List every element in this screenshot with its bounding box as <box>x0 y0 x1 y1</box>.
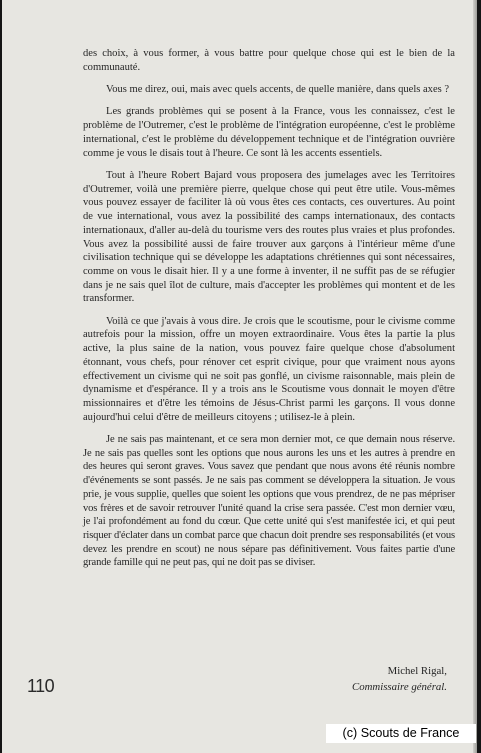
body-text <box>83 47 455 579</box>
document-page <box>2 0 477 753</box>
paragraph-3: Les grands problèmes qui se posent à la France, vous les connaissez, c'est le problème de l'Outremer, c'est le problème de l'intégration européenne, c'est le problème international, c'est le problème du développement technique et de l'intégration ouvrière comme je vous le disais tout à l'heure. Ce sont là les accents essentiels. <box>83 106 455 159</box>
paragraph-4: Tout à l'heure Robert Bajard vous proposera des jumelages avec les Territoires d'Outremer, voilà une première pierre, quelque chose qui peut être utile. Vous-mêmes vous pouvez essayer de faciliter là où vous êtes ces contacts, ces ouvertures. Au point de vue international, vous avez la possibilité des camps internationaux, des contacts internationaux, d'aller au-delà du tourisme vers des routes plus vraies et plus profondes. Vous avez la possibilité aussi de faire trouver aux garçons à l'intérieur même d'une civilisation technique qui se développe les adaptations chrétiennes qui sont nécessaires, comme on vous le disait hier. Il y a une forme à inventer, il ne suffit pas de se réfugier dans je ne sais quel îlot de culture, mais d'accepter les problèmes qui montent et de les transformer. <box>83 169 455 305</box>
page-number: 110 <box>27 676 55 696</box>
paragraph-6: Je ne sais pas maintenant, et ce sera mon dernier mot, ce que demain nous réserve. Je ne sais pas quelles sont les options que nous aurons les uns et les autres à prendre en des heures qui seront graves. Vous savez que pendant que nous avons été réunis nombre d'événements se sont passés. Je ne sais pas comment se développera la situation. Je vous prie, je vous supplie, quelles que soient les options que vous prendrez, de ne pas mépriser vos frères et de savoir retrouver l'unité quand la crise sera passée. C'est mon dernier vœu, je l'ai profondément au fond du cœur. Que cette unité qui s'est manifestée ici, et qui peut risquer d'éclater dans un combat parce que chacun doit prendre ses responsabilités (et vous devez les prendre en scout) ne nous sépare pas définitivement. Vous faites partie d'une grande famille qui ne peut pas, qui ne doit pas se diviser. <box>83 434 455 569</box>
signature-name: Michel Rigal, <box>387 665 447 677</box>
paragraph-5: Voilà ce que j'avais à vous dire. Je crois que le scoutisme, pour le civisme comme autrefois pour la mission, offre un moyen extraordinaire. Vous êtes la partie la plus active, la plus saine de la nation, vous pouvez faire quelque chose d'absolument étonnant, vous chefs, pour rénover cet esprit civique, pour que vraiment nous ayons effectivement un civisme qui ne soit pas gonflé, un civisme raisonnable, mais plein de dynamisme et d'espérance. Il y a trois ans le Scoutisme vous donnait le moyen d'être missionnaires et d'être les témoins de Jésus-Christ parmi les garçons. Il vous donne aujourd'hui celui d'être de meilleurs citoyens ; utilisez-le à plein. <box>83 315 455 423</box>
paragraph-2: Vous me direz, oui, mais avec quels accents, de quelle manière, dans quels axes ? <box>106 84 450 96</box>
signature-title: Commissaire général. <box>352 681 447 694</box>
signature-block <box>247 663 447 696</box>
paragraph-1: des choix, à vous former, à vous battre pour quelque chose qui est le bien de la communauté. <box>83 48 455 73</box>
copyright-watermark: (c) Scouts de France <box>326 724 476 743</box>
